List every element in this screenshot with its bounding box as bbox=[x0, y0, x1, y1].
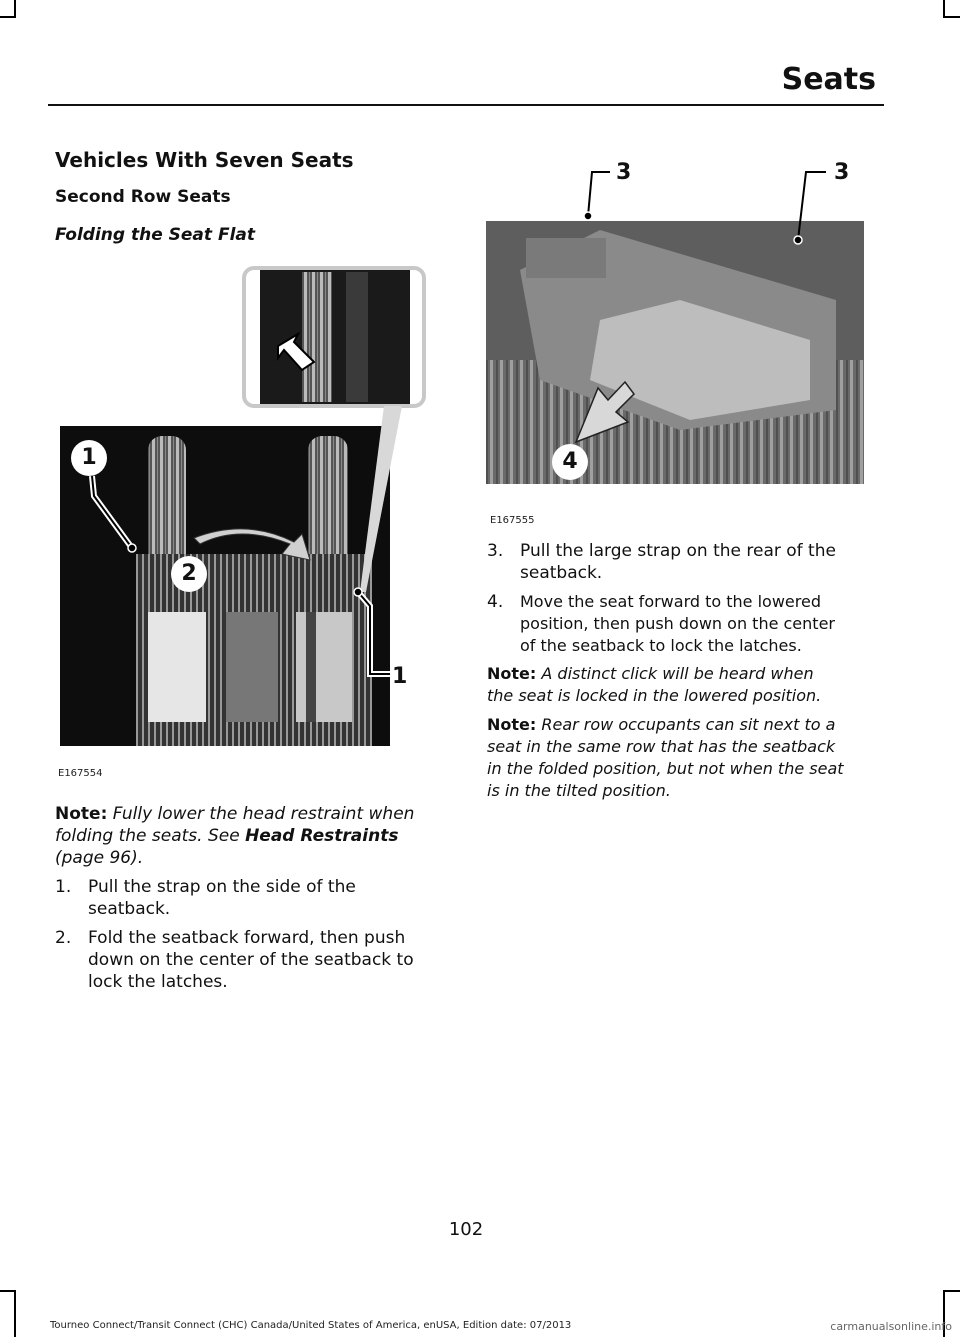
step-line: of the seatback to lock the latches. bbox=[520, 636, 802, 655]
crop-mark-top-left-h bbox=[0, 16, 14, 18]
step-number: 3. bbox=[487, 541, 504, 561]
step-line: down on the center of the seatback to bbox=[88, 950, 414, 970]
note-line-text: the seat is locked in the lowered position. bbox=[487, 686, 822, 705]
leader-1a-dot bbox=[128, 544, 136, 552]
note-line-text: is in the tilted position. bbox=[487, 781, 671, 800]
note-line-text: A distinct click will be heard when bbox=[541, 664, 814, 683]
step-text bbox=[88, 927, 414, 993]
page-header-title: Seats bbox=[781, 62, 876, 97]
seat-folding-svg bbox=[40, 262, 440, 762]
step-number: 1. bbox=[55, 877, 72, 897]
inset-image bbox=[260, 270, 410, 404]
leader-3a-dot bbox=[584, 212, 592, 220]
seat-panel-right bbox=[296, 612, 352, 722]
subsection-heading: Second Row Seats bbox=[55, 187, 231, 207]
footer-edition: Tourneo Connect/Transit Connect (CHC) Canada/United States of America, enUSA, Edition date: 07/2013 bbox=[50, 1320, 572, 1331]
note-line-text: Rear row occupants can sit next to a bbox=[541, 715, 836, 734]
step-line: lock the latches. bbox=[88, 972, 228, 992]
page-number: 102 bbox=[448, 1219, 484, 1240]
step-number: 2. bbox=[55, 928, 72, 948]
xref-page[interactable]: (page 96). bbox=[55, 848, 144, 868]
seat-lowering-illustration bbox=[480, 150, 880, 510]
step-number: 4. bbox=[487, 592, 504, 612]
leader-3b-dot bbox=[794, 236, 802, 244]
step-text bbox=[88, 876, 356, 920]
figure-code-right: E167555 bbox=[490, 515, 535, 526]
step-line: seatback. bbox=[520, 563, 603, 583]
step-4 bbox=[487, 591, 887, 657]
seat-back-band bbox=[526, 238, 606, 278]
note-line-text: in the folded position, but not when the seat bbox=[487, 759, 844, 778]
seat-folding-illustration bbox=[40, 262, 440, 762]
note-line bbox=[487, 663, 882, 685]
leader-1b-dot bbox=[354, 588, 362, 596]
callout-3-right: 3 bbox=[834, 160, 850, 185]
note-label: Note: bbox=[487, 715, 537, 734]
seat-panel-mid bbox=[226, 612, 278, 722]
crop-mark-bottom-left-h bbox=[0, 1290, 14, 1292]
note-label: Note: bbox=[487, 664, 537, 683]
xref-head-restraints[interactable]: Head Restraints bbox=[245, 826, 399, 846]
crop-mark-top-right-h bbox=[945, 16, 960, 18]
seat-lowering-svg bbox=[480, 150, 880, 510]
step-3 bbox=[487, 540, 887, 584]
note-text: Fully lower the head restraint when folding the seats. See bbox=[55, 804, 415, 846]
step-line: Move the seat forward to the lowered bbox=[520, 592, 821, 611]
step-line: Pull the large strap on the rear of the bbox=[520, 541, 836, 561]
callout-1-right: 1 bbox=[392, 664, 408, 689]
callout-2: 2 bbox=[171, 556, 207, 592]
step-1 bbox=[55, 876, 455, 920]
callout-3-left: 3 bbox=[616, 160, 632, 185]
procedure-heading: Folding the Seat Flat bbox=[55, 225, 255, 245]
step-line: Fold the seatback forward, then push bbox=[88, 928, 406, 948]
note-line-text: seat in the same row that has the seatback bbox=[487, 737, 836, 756]
step-2 bbox=[55, 927, 455, 993]
note-head-restraint bbox=[55, 803, 445, 869]
note-label: Note: bbox=[55, 804, 108, 824]
crop-mark-bottom-left-v bbox=[14, 1290, 16, 1337]
step-line: position, then push down on the center bbox=[520, 614, 835, 633]
note-occupants bbox=[487, 714, 882, 802]
step-text bbox=[520, 540, 836, 584]
seat-panel-stripe bbox=[306, 612, 316, 722]
header-rule bbox=[48, 104, 884, 106]
step-line: seatback. bbox=[88, 899, 171, 919]
inset-strap-2 bbox=[346, 272, 368, 402]
step-line: Pull the strap on the side of the bbox=[88, 877, 356, 897]
callout-1-left: 1 bbox=[71, 440, 107, 476]
watermark[interactable]: carmanualsonline.info bbox=[830, 1320, 952, 1333]
note-click bbox=[487, 663, 882, 707]
callout-4: 4 bbox=[552, 444, 588, 480]
leader-3a bbox=[588, 172, 610, 216]
figure-code-left: E167554 bbox=[58, 768, 103, 779]
crop-mark-top-left-v bbox=[14, 0, 16, 18]
section-heading: Vehicles With Seven Seats bbox=[55, 148, 354, 172]
note-line bbox=[487, 714, 882, 736]
crop-mark-bottom-right-h bbox=[945, 1290, 960, 1292]
step-text bbox=[520, 591, 835, 657]
seat-panel-light bbox=[148, 612, 206, 722]
inset-strap bbox=[302, 272, 332, 402]
